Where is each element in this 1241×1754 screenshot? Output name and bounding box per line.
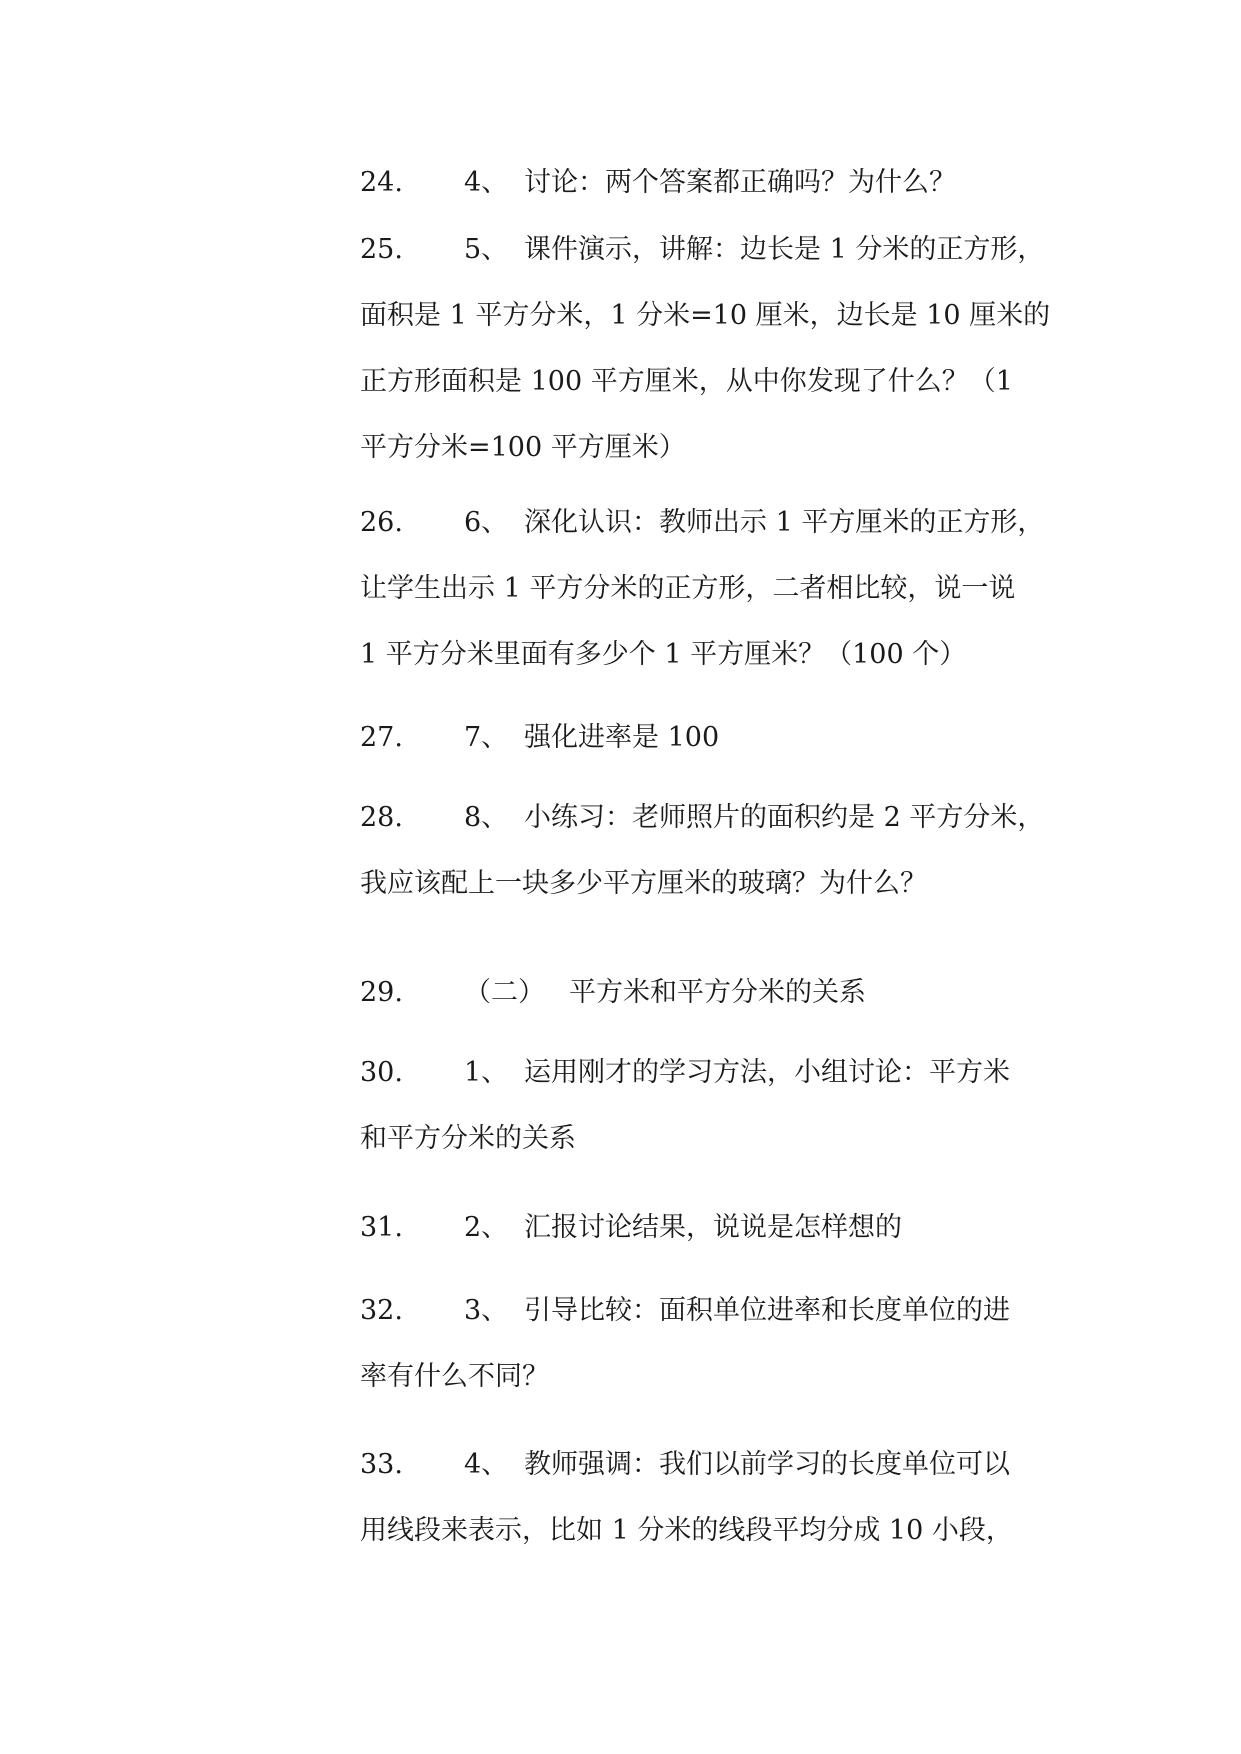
item-number: 27. [360,722,403,753]
list-item-30 [360,1040,1060,1172]
list-item-32 [360,1278,1060,1410]
item-text: 深化认识：教师出示 1 平方厘米的正方形， [524,507,1045,538]
item-text: 平方米和平方分米的关系 [569,977,866,1008]
item-marker: 7、 [464,722,509,753]
item-marker: 5、 [464,234,509,265]
item-marker: 3、 [464,1295,509,1326]
item-text-continued: 1 平方分米里面有多少个 1 平方厘米？（100 个） [360,639,967,670]
item-number: 25. [360,234,403,265]
item-text-continued: 率有什么不同？ [360,1361,549,1392]
list-item-line [360,1278,1060,1344]
list-item-line [360,490,1060,556]
list-item-33 [360,1432,1060,1564]
list-item-line [360,1432,1060,1498]
item-number: 24. [360,167,403,198]
list-item-line [360,1040,1060,1106]
item-text: 强化进率是 100 [524,722,720,753]
list-item-25 [360,217,1060,481]
item-number: 28. [360,802,403,833]
item-marker: 6、 [464,507,509,538]
item-text: 小练习：老师照片的面积约是 2 平方分米， [524,802,1045,833]
item-text: 教师强调：我们以前学习的长度单位可以 [524,1449,1010,1480]
item-text: 讨论：两个答案都正确吗？为什么？ [524,167,956,198]
list-item-line [360,1195,1060,1261]
item-marker: 2、 [464,1212,509,1243]
list-item-31 [360,1195,1060,1261]
list-item-line [360,150,1060,216]
item-text-continued: 让学生出示 1 平方分米的正方形，二者相比较，说一说 [360,573,1016,604]
item-text: 汇报讨论结果，说说是怎样想的 [524,1212,902,1243]
item-text-continued: 和平方分米的关系 [360,1123,576,1154]
item-text: 运用刚才的学习方法，小组讨论：平方米 [524,1057,1010,1088]
list-item-line [360,705,1060,771]
list-item-line [360,785,1060,851]
item-text-continued: 用线段来表示，比如 1 分米的线段平均分成 10 小段， [360,1515,1013,1546]
item-marker: 1、 [464,1057,509,1088]
item-text: 引导比较：面积单位进率和长度单位的进 [524,1295,1010,1326]
item-marker: （二） [464,977,545,1008]
list-item-24 [360,150,1060,216]
item-text-continued: 平方分米=100 平方厘米） [360,432,686,463]
item-marker: 4、 [464,1449,509,1480]
list-item-29 [360,960,1060,1026]
item-text-continued: 我应该配上一块多少平方厘米的玻璃？为什么？ [360,868,927,899]
item-text: 课件演示，讲解：边长是 1 分米的正方形， [524,234,1045,265]
item-marker: 8、 [464,802,509,833]
list-item-28 [360,785,1060,917]
list-item-27 [360,705,1060,771]
item-number: 33. [360,1449,403,1480]
item-text-continued: 面积是 1 平方分米，1 分米=10 厘米，边长是 10 厘米的 [360,300,1051,331]
item-number: 32. [360,1295,403,1326]
list-item-26 [360,490,1060,688]
item-number: 31. [360,1212,403,1243]
item-text-continued: 正方形面积是 100 平方厘米，从中你发现了什么？（1 [360,366,1013,397]
item-number: 26. [360,507,403,538]
list-item-line [360,960,1060,1026]
item-marker: 4、 [464,167,509,198]
list-item-line [360,217,1060,283]
item-number: 29. [360,977,403,1008]
item-number: 30. [360,1057,403,1088]
